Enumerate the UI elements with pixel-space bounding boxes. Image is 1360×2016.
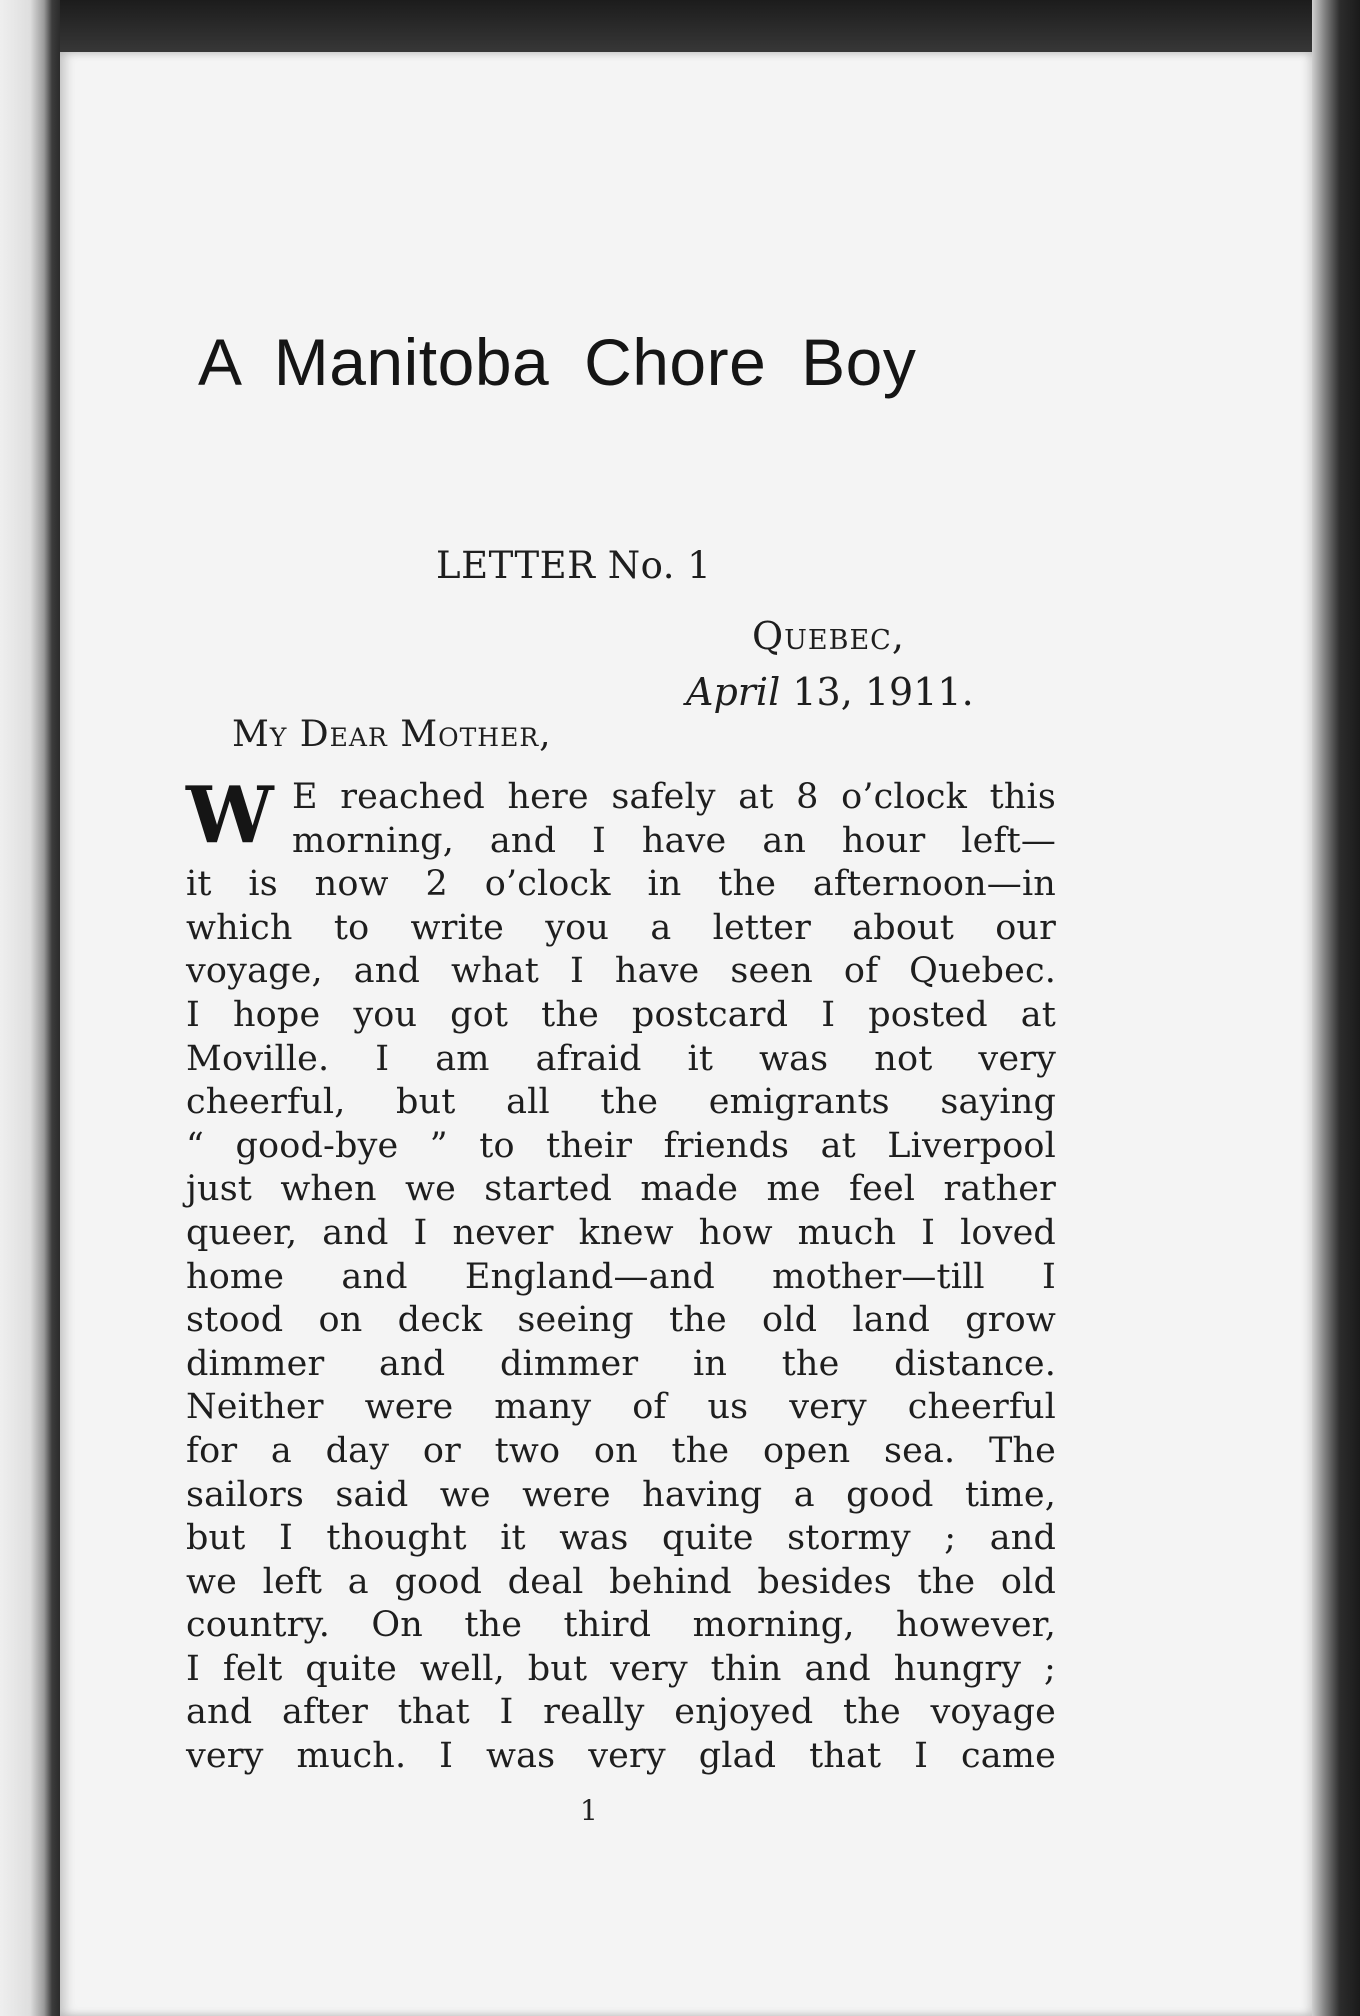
body-line: very much. I was very glad that I came [186,1736,1056,1777]
body-line: I hope you got the postcard I posted at [186,994,1056,1035]
body-line: queer, and I never knew how much I loved [186,1212,1056,1253]
body-line: and after that I really enjoyed the voyage [186,1692,1056,1733]
body-line: country. On the third morning, however, [186,1605,1056,1646]
body-line: Moville. I am afraid it was not very [186,1038,1056,1079]
drop-cap: W [186,770,274,861]
letter-salutation: My Dear Mother, [232,714,552,755]
body-line: which to write you a letter about our [186,907,1056,948]
body-line: home and England—and mother—till I [186,1256,1056,1297]
letter-place: Quebec, [752,614,905,658]
body-line: stood on deck seeing the old land grow [186,1300,1056,1341]
body-line: cheerful, but all the emigrants saying [186,1082,1056,1123]
body-line: morning, and I have an hour left— [292,820,1056,861]
body-line: but I thought it was quite stormy ; and [186,1518,1056,1559]
body-line: sailors said we were having a good time, [186,1474,1056,1515]
book-page [60,52,1312,2016]
body-line: dimmer and dimmer in the distance. [186,1343,1056,1384]
letter-date-rest: 13, 1911. [792,670,974,714]
body-line: it is now 2 o’clock in the afternoon—in [186,864,1056,905]
book-top-edge [0,0,1360,58]
book-title: A Manitoba Chore Boy [198,325,917,399]
letter-date [686,670,974,714]
letter-heading: LETTER No. 1 [436,544,712,587]
letter-body [186,770,1056,1779]
body-line: I felt quite well, but very thin and hungry ; [186,1648,1056,1689]
body-line: “ good-bye ” to their friends at Liverpool [186,1125,1056,1166]
body-line: E reached here safely at 8 o’clock this [292,777,1056,817]
body-line: we left a good deal behind besides the old [186,1561,1056,1602]
letter-date-month: April [686,670,781,714]
body-line: Neither were many of us very cheerful [186,1387,1056,1428]
left-page-gutter [0,0,60,2016]
page-number: 1 [580,1794,598,1827]
body-line: for a day or two on the open sea. The [186,1430,1056,1471]
book-right-edge [1312,0,1360,2016]
body-line: just when we started made me feel rather [186,1169,1056,1210]
body-line: voyage, and what I have seen of Quebec. [186,951,1056,992]
